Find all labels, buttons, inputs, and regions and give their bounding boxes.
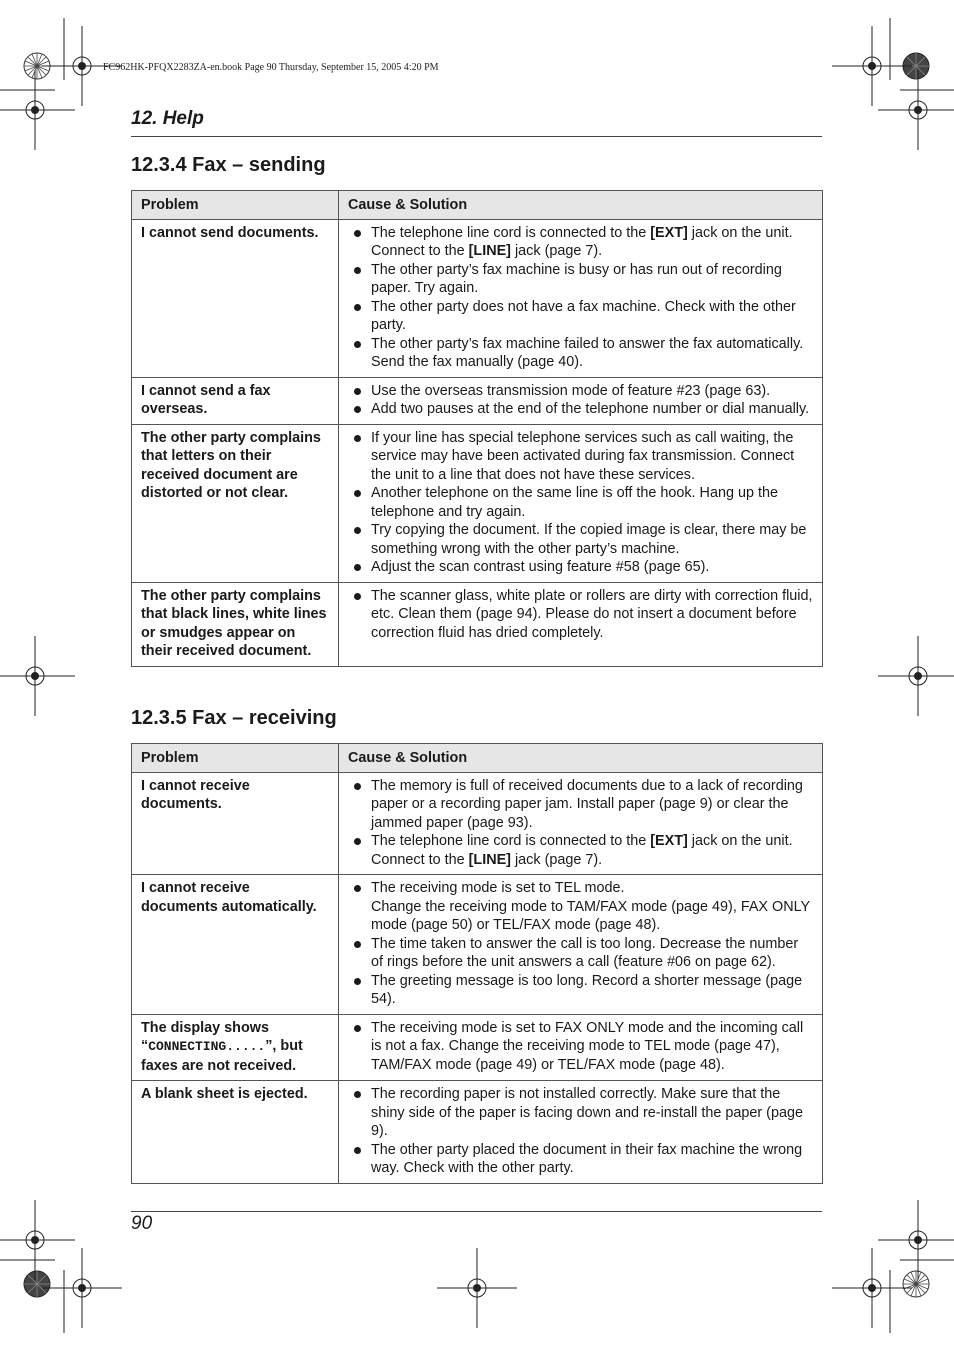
troubleshooting-table-receiving <box>131 743 823 1184</box>
solution-item <box>348 935 813 972</box>
solution-list <box>348 1085 813 1178</box>
column-header-solution: Cause & Solution <box>339 744 823 773</box>
text-run: The telephone line cord is connected to the <box>371 224 651 241</box>
column-header-problem: Problem <box>132 191 339 220</box>
solution-item <box>348 521 813 558</box>
solution-item <box>348 587 813 643</box>
solution-item <box>348 1141 813 1178</box>
text-run: The other party’s fax machine failed to answer the fax automatically. Send the fax manually (page 40). <box>371 335 804 370</box>
solution-cell <box>339 219 823 377</box>
solution-item <box>348 224 813 261</box>
solution-cell <box>339 875 823 1015</box>
text-run: Adjust the scan contrast using feature #58 (page 65). <box>371 559 710 575</box>
chapter-heading: 12. Help <box>131 108 204 129</box>
solution-item <box>348 558 813 577</box>
troubleshooting-table-sending <box>131 190 823 667</box>
text-run: The greeting message is too long. Record a shorter message (page 54). <box>371 972 803 1007</box>
text-run: If your line has special telephone services such as call waiting, the service may have been activated during fax transmission. Connect the unit to a line that does not have these services. <box>371 429 795 483</box>
column-header-problem: Problem <box>132 744 339 773</box>
text-run: jack (page 7). <box>510 243 603 259</box>
text-run: The other party does not have a fax machine. Check with the other party. <box>371 298 796 333</box>
problem-cell: I cannot receive documents automatically. <box>132 875 339 1015</box>
solution-list <box>348 1019 813 1075</box>
solution-list <box>348 224 813 372</box>
text-run: Add two pauses at the end of the telephone number or dial manually. <box>371 401 810 417</box>
solution-item <box>348 1019 813 1075</box>
table-row <box>132 582 823 666</box>
text-run: The time taken to answer the call is too long. Decrease the number of rings before the unit answers a call (feature #06 on page 62). <box>371 935 799 970</box>
table-row <box>132 875 823 1015</box>
problem-cell: I cannot receive documents. <box>132 772 339 875</box>
problem-cell: A blank sheet is ejected. <box>132 1081 339 1184</box>
key-label: [EXT] <box>650 224 688 241</box>
solution-list <box>348 429 813 577</box>
solution-item <box>348 777 813 833</box>
table-row <box>132 1014 823 1081</box>
problem-cell: The other party complains that black lines, white lines or smudges appear on their received document. <box>132 582 339 666</box>
solution-list <box>348 587 813 643</box>
text-run: The telephone line cord is connected to the <box>371 833 651 849</box>
solution-item <box>348 382 813 401</box>
key-label: [LINE] <box>468 851 511 868</box>
solution-item <box>348 400 813 419</box>
text-run: The receiving mode is set to TEL mode. Change the receiving mode to TAM/FAX mode (page 49), FAX ONLY mode (page 50) or TEL/FAX mode (page 48). <box>371 880 810 933</box>
solution-item <box>348 879 813 935</box>
solution-cell <box>339 1081 823 1184</box>
key-label: [LINE] <box>468 243 511 259</box>
solution-item <box>348 972 813 1009</box>
print-imprint-line: FC962HK-PFQX2283ZA-en.book Page 90 Thursday, September 15, 2005 4:20 PM <box>103 62 439 73</box>
table-header-row <box>132 191 823 220</box>
problem-cell <box>132 1014 339 1081</box>
text-run: jack on the unit. Connect to the <box>371 833 793 868</box>
problem-cell: I cannot send documents. <box>132 219 339 377</box>
solution-cell <box>339 772 823 875</box>
text-run: Try copying the document. If the copied image is clear, there may be something wrong with the other party’s machine. <box>371 522 807 557</box>
text-run: The other party’s fax machine is busy or has run out of recording paper. Try again. <box>371 261 782 296</box>
table-row <box>132 424 823 582</box>
text-run: ”, but faxes are not received. <box>141 1038 303 1074</box>
solution-item <box>348 484 813 521</box>
header-rule <box>131 136 822 137</box>
table-row <box>132 219 823 377</box>
table-row <box>132 377 823 424</box>
solution-item <box>348 298 813 335</box>
section-title-receiving: 12.3.5 Fax – receiving <box>131 707 337 729</box>
text-run: jack on the unit. Connect to the <box>371 224 793 259</box>
solution-item <box>348 429 813 485</box>
solution-item <box>348 261 813 298</box>
table-header-row <box>132 744 823 773</box>
section-title-sending: 12.3.4 Fax – sending <box>131 154 326 176</box>
solution-cell <box>339 582 823 666</box>
text-run: Another telephone on the same line is off the hook. Hang up the telephone and try again. <box>371 485 778 520</box>
solution-item <box>348 1085 813 1141</box>
problem-cell: I cannot send a fax overseas. <box>132 377 339 424</box>
solution-item <box>348 335 813 372</box>
solution-list <box>348 879 813 1009</box>
text-run: The other party placed the document in their fax machine the wrong way. Check with the other party. <box>371 1141 803 1176</box>
text-run: The memory is full of received documents due to a lack of recording paper or a recording paper jam. Install paper (page 9) or clear the jammed paper (page 93). <box>371 777 803 831</box>
text-run: Use the overseas transmission mode of feature #23 (page 63). <box>371 382 771 399</box>
display-text: CONNECTING..... <box>148 1039 266 1054</box>
problem-cell: The other party complains that letters on their received document are distorted or not clear. <box>132 424 339 582</box>
footer-rule <box>131 1211 822 1212</box>
text-run: The recording paper is not installed correctly. Make sure that the shiny side of the paper is facing down and re-install the paper (page 9). <box>371 1086 803 1139</box>
table-row <box>132 1081 823 1184</box>
solution-list <box>348 382 813 419</box>
page-number: 90 <box>131 1213 153 1234</box>
key-label: [EXT] <box>650 833 688 849</box>
text-run: The display shows “ <box>141 1019 269 1054</box>
table-row <box>132 772 823 875</box>
solution-cell <box>339 1014 823 1081</box>
solution-cell <box>339 377 823 424</box>
text-run: The receiving mode is set to FAX ONLY mode and the incoming call is not a fax. Change the receiving mode to TEL mode (page 47), TAM/FAX mode (page 49) or TEL/FAX mode (page 48). <box>371 1019 804 1073</box>
column-header-solution: Cause & Solution <box>339 191 823 220</box>
text-run: The scanner glass, white plate or rollers are dirty with correction fluid, etc. Clean them (page 94). Please do not insert a document before correction fluid has dried completely. <box>371 587 813 641</box>
text-run: jack (page 7). <box>510 851 603 868</box>
solution-item <box>348 832 813 869</box>
solution-list <box>348 777 813 870</box>
solution-cell <box>339 424 823 582</box>
